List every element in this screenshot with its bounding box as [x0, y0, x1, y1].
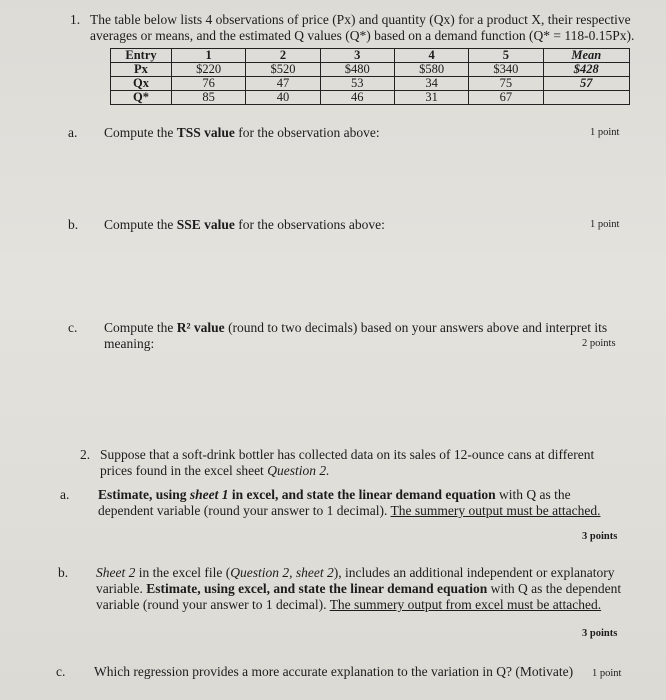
q2a-points: 3 points	[582, 531, 618, 542]
header-4: 4	[394, 49, 468, 63]
table-row	[111, 91, 630, 105]
q1c-letter: c.	[68, 320, 78, 335]
q2a-line1: Estimate, using sheet 1 in excel, and state the linear demand equation with Q as the	[98, 487, 571, 502]
table-cell: 46	[320, 91, 394, 105]
table-row	[111, 63, 630, 77]
q1-intro-line2: averages or means, and the estimated Q values (Q*) based on a demand function (Q* = 118-0.15Px).	[90, 28, 635, 43]
q2b-points: 3 points	[582, 628, 618, 639]
header-5: 5	[469, 49, 543, 63]
table-cell: 47	[246, 77, 320, 91]
q2c-letter: c.	[56, 664, 66, 679]
header-1: 1	[172, 49, 246, 63]
q1c-points: 2 points	[582, 338, 616, 349]
q1c-text-line2: meaning:	[104, 336, 155, 351]
table-cell: $520	[246, 63, 320, 77]
table-cell: 76	[172, 77, 246, 91]
table-header-row	[111, 49, 630, 63]
q2c-text: Which regression provides a more accurate explanation to the variation in Q? (Motivate)	[94, 664, 574, 679]
table-cell-mean: 57	[543, 77, 629, 91]
q2-intro-line2: prices found in the excel sheet Question 2.	[100, 463, 330, 478]
row-label-qx: Qx	[111, 77, 172, 91]
q1a-text: Compute the TSS value for the observation above:	[104, 125, 380, 140]
q2a-letter: a.	[60, 487, 70, 502]
table-cell-mean	[543, 91, 629, 105]
observations-table	[110, 48, 630, 105]
header-3: 3	[320, 49, 394, 63]
q1a-letter: a.	[68, 125, 78, 140]
q2b-line1: Sheet 2 in the excel file (Question 2, sheet 2), includes an additional independent or explanatory	[96, 565, 615, 580]
table-row	[111, 77, 630, 91]
q2c-points: 1 point	[592, 668, 622, 679]
q1a-points: 1 point	[590, 127, 620, 138]
q1c-text: Compute the R² value (round to two decimals) based on your answers above and interpret its	[104, 320, 608, 335]
table-cell: $580	[394, 63, 468, 77]
table-cell: 34	[394, 77, 468, 91]
q1b-points: 1 point	[590, 219, 620, 230]
table-cell: $220	[172, 63, 246, 77]
table-cell: 85	[172, 91, 246, 105]
q2a-line2: dependent variable (round your answer to 1 decimal). The summery output must be attached.	[98, 503, 601, 518]
table-cell: 40	[246, 91, 320, 105]
q2b-line2: variable. Estimate, using excel, and state the linear demand equation with Q as the dependent	[96, 581, 622, 596]
table-cell: 67	[469, 91, 543, 105]
table-cell: $340	[469, 63, 543, 77]
header-2: 2	[246, 49, 320, 63]
row-label-qstar: Q*	[111, 91, 172, 105]
table-cell-mean: $428	[543, 63, 629, 77]
header-mean: Mean	[543, 49, 629, 63]
table-cell: $480	[320, 63, 394, 77]
q1-intro-line1: The table below lists 4 observations of price (Px) and quantity (Qx) for a product X, their respective	[90, 12, 631, 27]
q1b-text: Compute the SSE value for the observations above:	[104, 217, 385, 232]
table-cell: 75	[469, 77, 543, 91]
q1b-letter: b.	[68, 217, 79, 232]
q2-intro-line1: Suppose that a soft-drink bottler has collected data on its sales of 12-ounce cans at different	[100, 447, 595, 462]
q2b-letter: b.	[58, 565, 69, 580]
q2b-line3: variable (round your answer to 1 decimal). The summery output from excel must be attached.	[96, 597, 602, 612]
q1-number: 1.	[70, 12, 81, 27]
header-entry: Entry	[111, 49, 172, 63]
q2-number: 2.	[80, 447, 91, 462]
table-cell: 53	[320, 77, 394, 91]
table-cell: 31	[394, 91, 468, 105]
row-label-px: Px	[111, 63, 172, 77]
